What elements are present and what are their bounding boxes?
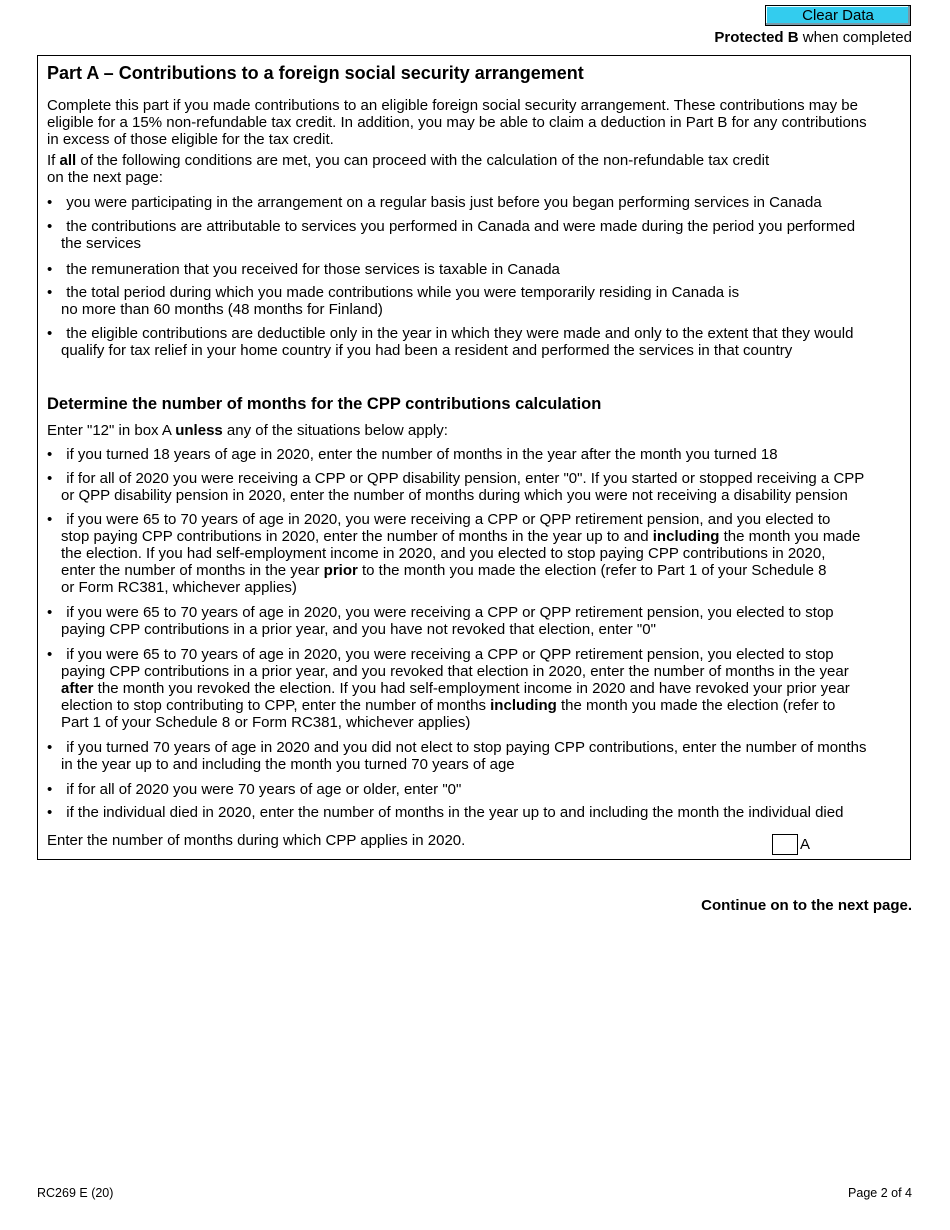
cpp-bullet: • if the individual died in 2020, enter the number of months in the year up to and including the month the individual died	[47, 804, 844, 821]
box-a-label: A	[800, 836, 811, 853]
clear-data-button[interactable]: Clear Data	[765, 5, 911, 26]
cpp-months-label: Enter the number of months during which CPP applies in 2020.	[47, 832, 466, 849]
intro-line: Complete this part if you made contributions to an eligible foreign social security arrangement. These contributions may be	[47, 97, 858, 114]
conditions-post: of the following conditions are met, you can proceed with the calculation of the non-refundable tax credit	[76, 152, 770, 169]
bullet-text: qualify for tax relief in your home country if you had been a resident and performed the services in that country	[61, 342, 793, 359]
cpp-section-title: Determine the number of months for the CPP contributions calculation	[47, 395, 602, 413]
intro-line: in excess of those eligible for the tax credit.	[47, 131, 334, 148]
page-number: Page 2 of 4	[848, 1186, 912, 1200]
bullet-text: the remuneration that you received for those services is taxable in Canada	[66, 261, 560, 278]
condition-bullet: • the remuneration that you received for those services is taxable in Canada	[47, 261, 560, 278]
cpp-instruction: Enter "12" in box A unless any of the situations below apply:	[47, 422, 448, 439]
condition-bullet: • you were participating in the arrangement on a regular basis just before you began performing services in Canada	[47, 194, 822, 211]
bullet-text: the eligible contributions are deductible only in the year in which they were made and only to the extent that they would	[66, 325, 854, 342]
cpp-bullet: • if for all of 2020 you were receiving a CPP or QPP disability pension, enter "0". If you started or stopped receiving a CPP or QPP disability pension in 2020, enter the number of months during which you were not receiving a disability pension	[47, 470, 865, 504]
bullet-text: the contributions are attributable to services you performed in Canada and were made during the period you performed	[66, 218, 856, 235]
conditions-text	[47, 152, 769, 186]
conditions-line2: on the next page:	[47, 169, 163, 186]
bullet-text: the total period during which you made contributions while you were temporarily residing in Canada is	[66, 284, 740, 301]
cpp-bullet: • if you turned 70 years of age in 2020 and you did not elect to stop paying CPP contributions, enter the number of months in the year up to and including the month you turned 70 years of age	[47, 739, 867, 773]
cpp-bullet: • if for all of 2020 you were 70 years of age or older, enter "0"	[47, 781, 462, 798]
intro-text	[47, 97, 867, 148]
bullet-text: you were participating in the arrangement on a regular basis just before you began performing services in Canada	[66, 194, 822, 211]
part-a-title: Part A – Contributions to a foreign social security arrangement	[47, 63, 584, 83]
protected-label: Protected B	[714, 29, 799, 46]
protected-b-notice	[714, 29, 912, 46]
condition-bullet: • the total period during which you made contributions while you were temporarily residing in Canada is no more than 60 months (48 months for Finland)	[47, 284, 740, 318]
cpp-months-input[interactable]	[772, 834, 798, 855]
form-number: RC269 E (20)	[37, 1186, 114, 1200]
cpp-bullet: • if you were 65 to 70 years of age in 2020, you were receiving a CPP or QPP retirement pension, you elected to stop paying CPP contributions in a prior year, and you have not revoked that election, enter "0"	[47, 604, 834, 638]
conditions-pre: If	[47, 152, 60, 169]
cpp-bullet: • if you were 65 to 70 years of age in 2020, you were receiving a CPP or QPP retirement pension, you elected to stop paying CPP contributions in a prior year, and you revoked that election in 2020, enter the number of months in the year after the month you revoked the election. If you had self-employment income in 2020 and have revoked your prior year election to stop contributing to CPP, enter the number of months including the month you made the election (refer to Part 1 of your Schedule 8 or Form RC381, whichever applies)	[47, 646, 850, 731]
part-a-box	[37, 55, 911, 860]
protected-suffix: when completed	[798, 29, 912, 46]
cpp-bullet: • if you turned 18 years of age in 2020, enter the number of months in the year after the month you turned 18	[47, 446, 778, 463]
continue-notice: Continue on to the next page.	[701, 897, 912, 914]
condition-bullet: • the eligible contributions are deductible only in the year in which they were made and only to the extent that they would qualify for tax relief in your home country if you had been a resident and performed the services in that country	[47, 325, 854, 359]
conditions-bold: all	[59, 152, 77, 169]
condition-bullet: • the contributions are attributable to services you performed in Canada and were made during the period you performed the services	[47, 218, 856, 252]
bullet-text: the services	[61, 235, 142, 252]
cpp-bullet: • if you were 65 to 70 years of age in 2020, you were receiving a CPP or QPP retirement pension, and you elected to stop paying CPP contributions in 2020, enter the number of months in the year up to and including the month you made the election. If you had self-employment income in 2020, and you elected to stop paying CPP contributions in 2020, enter the number of months in the year prior to the month you made the election (refer to Part 1 of your Schedule 8 or Form RC381, whichever applies)	[47, 511, 861, 596]
intro-line: eligible for a 15% non-refundable tax credit. In addition, you may be able to claim a deduction in Part B for any contributions	[47, 114, 867, 131]
bullet-text: no more than 60 months (48 months for Finland)	[61, 301, 383, 318]
